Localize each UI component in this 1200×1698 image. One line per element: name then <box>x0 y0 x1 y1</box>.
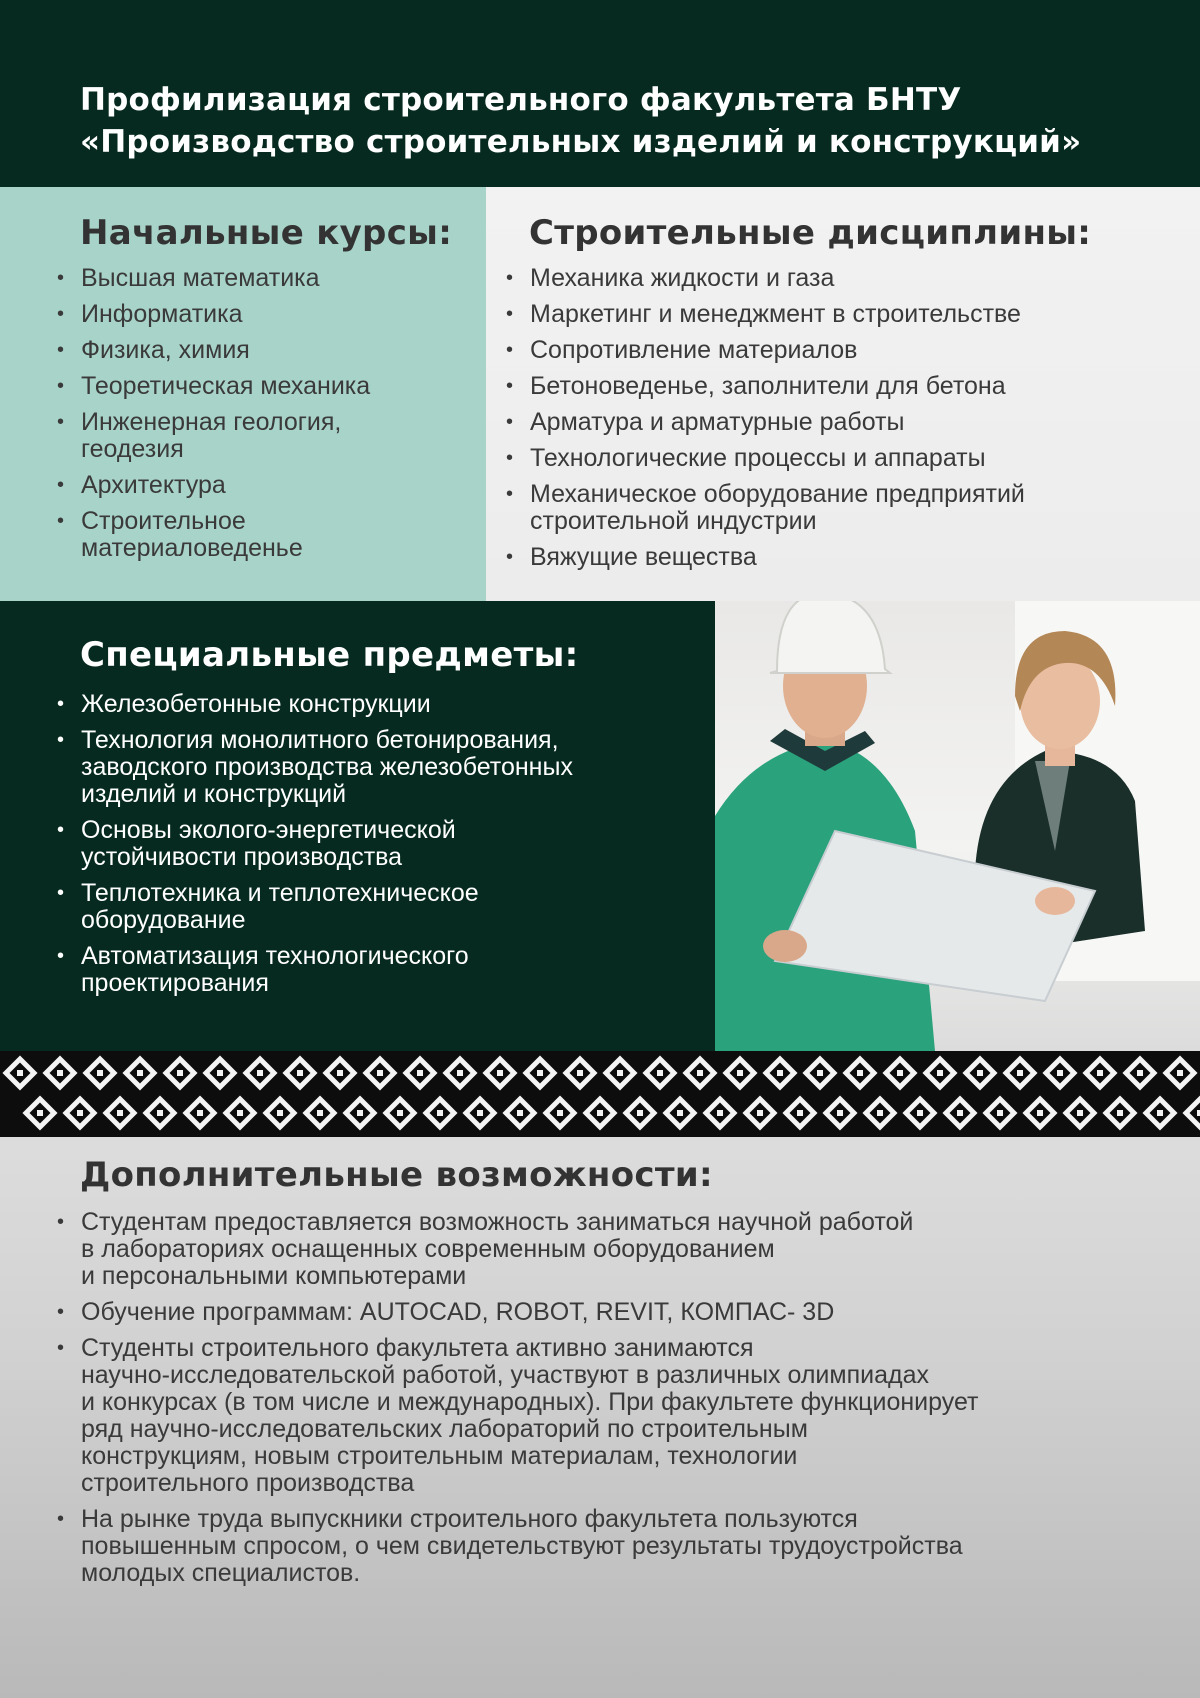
ornament-dot <box>217 1070 223 1076</box>
ornament-pattern <box>0 1051 1200 1137</box>
basic-courses-list <box>57 265 477 571</box>
ornament-dot <box>1057 1070 1063 1076</box>
ornament-dot <box>477 1110 483 1116</box>
ornament-dot <box>277 1110 283 1116</box>
ornament-dot <box>897 1070 903 1076</box>
special-subjects-list <box>57 691 697 1006</box>
ornament-dot <box>257 1070 263 1076</box>
ornament-dot <box>77 1110 83 1116</box>
list-item: • На рынке труда выпускники строительного факультета пользуются повышенным спросом, о чем свидетельствуют результаты трудоустройства молодых специалистов. <box>57 1506 1177 1587</box>
ornament-dot <box>937 1070 943 1076</box>
list-item: • Железобетонные конструкции <box>57 691 697 718</box>
extra-opportunities-panel <box>0 1051 1200 1698</box>
ornament-dot <box>977 1070 983 1076</box>
ornament-dot <box>557 1110 563 1116</box>
list-item: • Строительное материаловеденье <box>57 508 477 562</box>
ornament-dot <box>397 1110 403 1116</box>
ornament-dot <box>637 1110 643 1116</box>
list-item: • Технология монолитного бетонирования, заводского производства железобетонных изделий и конструкций <box>57 727 697 808</box>
ornament-dot <box>197 1110 203 1116</box>
ornament-dot <box>1097 1070 1103 1076</box>
ornament-dot <box>537 1070 543 1076</box>
ornament-dot <box>437 1110 443 1116</box>
basic-courses-heading: Начальные курсы: <box>80 213 453 253</box>
extra-opportunities-list <box>57 1209 1177 1596</box>
ornament-dot <box>457 1070 463 1076</box>
ornament-dot <box>917 1110 923 1116</box>
ornament-dot <box>137 1070 143 1076</box>
ornament-dot <box>417 1070 423 1076</box>
list-item: • Автоматизация технологического проектирования <box>57 943 697 997</box>
ornament-dot <box>357 1110 363 1116</box>
list-item: • Арматура и арматурные работы <box>506 409 1186 436</box>
list-item: • Высшая математика <box>57 265 477 292</box>
ornament-dot <box>17 1070 23 1076</box>
list-item: • Теплотехника и теплотехническое оборудование <box>57 880 697 934</box>
list-item: • Технологические процессы и аппараты <box>506 445 1186 472</box>
ornament-dot <box>657 1070 663 1076</box>
ornament-band <box>0 1051 1200 1137</box>
ornament-dot <box>877 1110 883 1116</box>
list-item: • Маркетинг и менеджмент в строительстве <box>506 301 1186 328</box>
ornament-dot <box>517 1110 523 1116</box>
basic-courses-panel <box>0 187 486 601</box>
ornament-dot <box>297 1070 303 1076</box>
ornament-dot <box>497 1070 503 1076</box>
ornament-dot <box>57 1070 63 1076</box>
ornament-dot <box>737 1070 743 1076</box>
ornament-dot <box>1137 1070 1143 1076</box>
ornament-dot <box>597 1110 603 1116</box>
ornament-dot <box>757 1110 763 1116</box>
ornament-dot <box>157 1110 163 1116</box>
list-item: • Бетоноведенье, заполнители для бетона <box>506 373 1186 400</box>
extra-opportunities-heading: Дополнительные возможности: <box>80 1155 713 1195</box>
ornament-dot <box>1017 1070 1023 1076</box>
ornament-dot <box>1117 1110 1123 1116</box>
ornament-dot <box>997 1110 1003 1116</box>
title-line-1: Профилизация строительного факультета БНТУ <box>80 82 962 118</box>
list-item: • Теоретическая механика <box>57 373 477 400</box>
special-subjects-panel <box>0 601 715 1051</box>
ornament-dot <box>377 1070 383 1076</box>
ornament-dot <box>957 1110 963 1116</box>
list-item: • Основы эколого-энергетической устойчивости производства <box>57 817 697 871</box>
ornament-dot <box>617 1070 623 1076</box>
ornament-dot <box>1177 1070 1183 1076</box>
title-line-2: «Производство строительных изделий и конструкций» <box>80 124 1082 160</box>
ornament-dot <box>1037 1110 1043 1116</box>
construction-disciplines-panel <box>486 187 1200 601</box>
list-item: • Инженерная геология, геодезия <box>57 409 477 463</box>
list-item: • Архитектура <box>57 472 477 499</box>
list-item: • Студентам предоставляется возможность заниматься научной работой в лабораториях оснащенных современным оборудованием и персональными компьютерами <box>57 1209 1177 1290</box>
ornament-dot <box>817 1070 823 1076</box>
header-banner <box>0 0 1200 187</box>
engineers-photo-illustration <box>715 601 1200 1051</box>
ornament-dot <box>337 1070 343 1076</box>
ornament-dot <box>97 1070 103 1076</box>
ornament-dot <box>237 1110 243 1116</box>
ornament-dot <box>697 1070 703 1076</box>
ornament-dot <box>1157 1110 1163 1116</box>
ornament-dot <box>37 1110 43 1116</box>
list-item: • Информатика <box>57 301 477 328</box>
ornament-dot <box>677 1110 683 1116</box>
ornament-dot <box>117 1110 123 1116</box>
ornament-dot <box>577 1070 583 1076</box>
ornament-dot <box>797 1110 803 1116</box>
ornament-dot <box>777 1070 783 1076</box>
construction-disciplines-list <box>506 265 1186 580</box>
ornament-dot <box>837 1110 843 1116</box>
special-subjects-heading: Специальные предметы: <box>80 635 579 675</box>
ornament-dot <box>177 1070 183 1076</box>
list-item: • Вяжущие вещества <box>506 544 1186 571</box>
list-item: • Студенты строительного факультета активно занимаются научно-исследовательской работой, участвуют в различных олимпиадах и конкурсах (в том числе и международных). При факультете функционирует ряд научно-исследовательских лабораторий по строительным конструкциям, новым строительным материалам, технологии строительного производства <box>57 1335 1177 1497</box>
list-item: • Механическое оборудование предприятий строительной индустрии <box>506 481 1186 535</box>
construction-disciplines-heading: Строительные дисциплины: <box>529 213 1092 253</box>
list-item: • Обучение программам: AUTOCAD, ROBOT, REVIT, КОМПАС- 3D <box>57 1299 1177 1326</box>
engineers-photo <box>715 601 1200 1051</box>
list-item: • Физика, химия <box>57 337 477 364</box>
list-item: • Сопротивление материалов <box>506 337 1186 364</box>
list-item: • Механика жидкости и газа <box>506 265 1186 292</box>
ornament-dot <box>317 1110 323 1116</box>
ornament-dot <box>717 1110 723 1116</box>
ornament-dot <box>1077 1110 1083 1116</box>
ornament-dot <box>857 1070 863 1076</box>
